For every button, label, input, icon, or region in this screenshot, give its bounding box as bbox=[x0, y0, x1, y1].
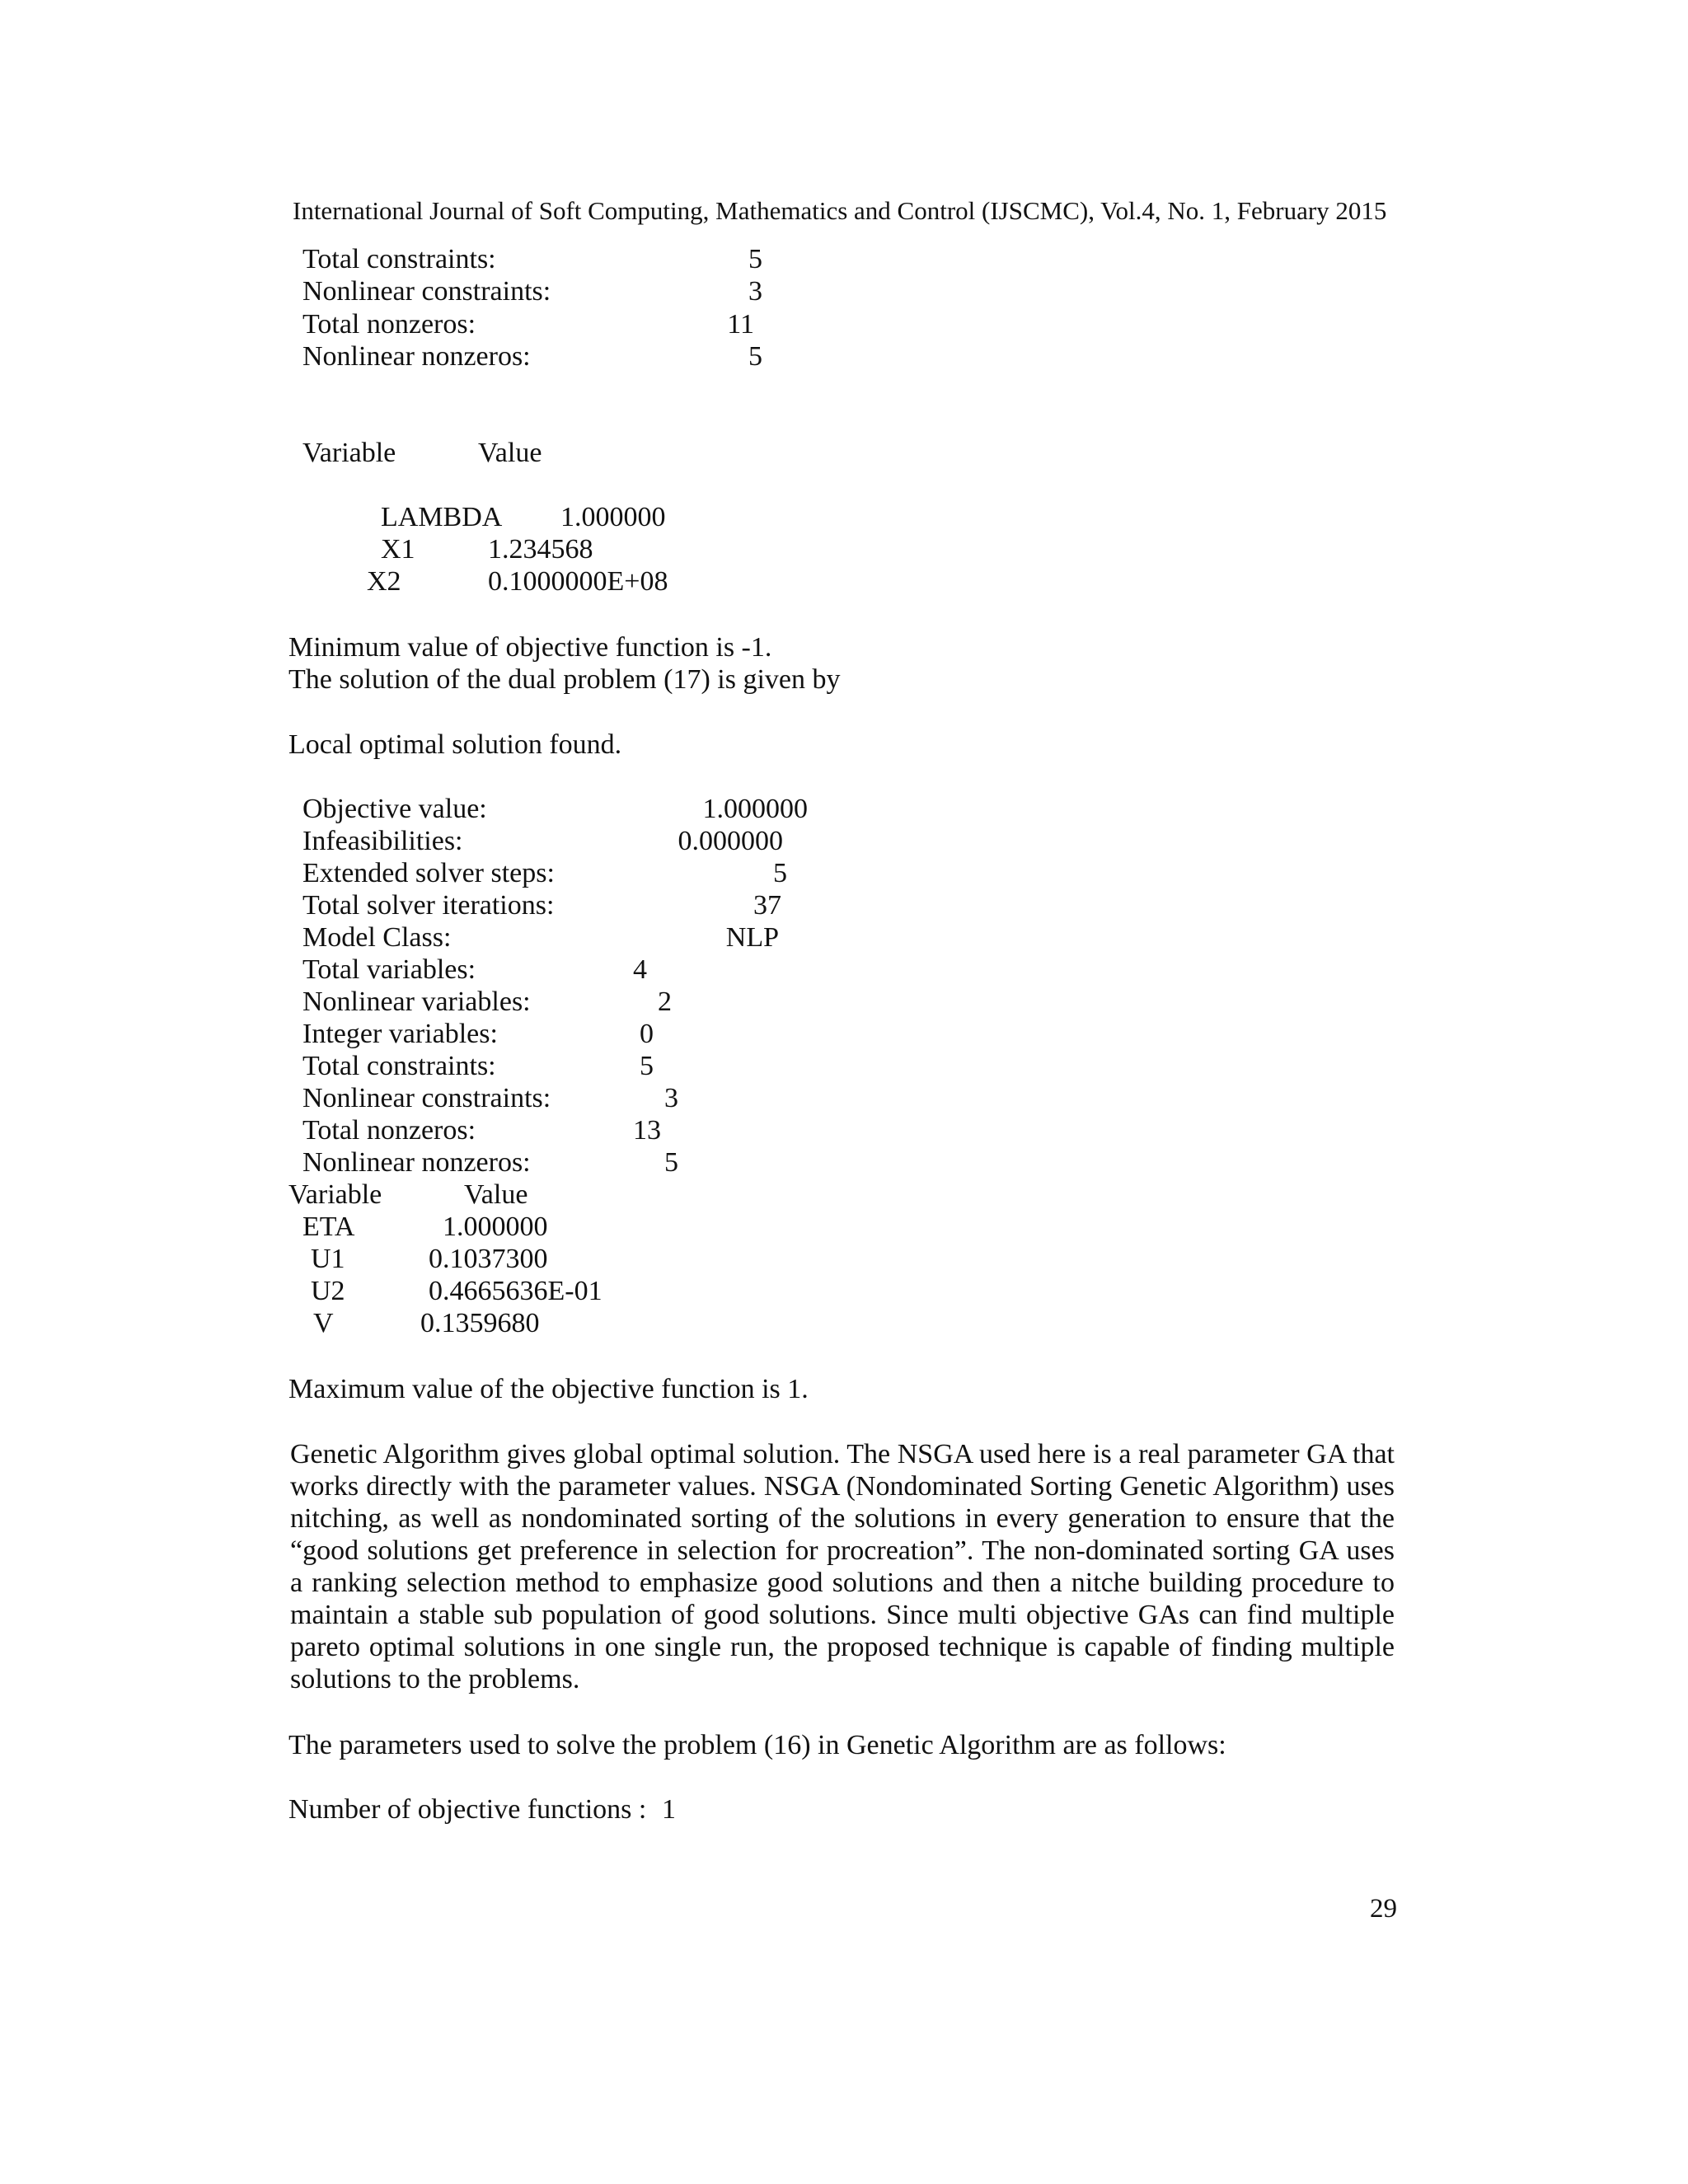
variable-name: U2 bbox=[311, 1276, 345, 1306]
variable-heading: Variable bbox=[302, 438, 396, 468]
stat-label: Model Class: bbox=[302, 922, 452, 953]
stat-label: Objective value: bbox=[302, 794, 487, 824]
stat-value: 5 bbox=[664, 1147, 678, 1178]
variable-value: 0.1359680 bbox=[420, 1308, 540, 1338]
max-objective-text: Maximum value of the objective function is 1. bbox=[288, 1374, 809, 1404]
stat-value: 4 bbox=[633, 954, 647, 985]
variable-value: 1.000000 bbox=[443, 1212, 548, 1242]
variable-value: 1.000000 bbox=[560, 502, 666, 532]
stat-label: Infeasibilities: bbox=[302, 826, 463, 856]
value-heading: Value bbox=[464, 1179, 528, 1210]
min-objective-text: Minimum value of objective function is -1. bbox=[288, 632, 772, 663]
value-heading: Value bbox=[478, 438, 542, 468]
variable-name: U1 bbox=[311, 1244, 345, 1274]
stat-value: 5 bbox=[640, 1051, 654, 1081]
stat-label: Nonlinear constraints: bbox=[302, 1083, 551, 1113]
variable-name: X2 bbox=[367, 566, 401, 597]
stat-label: Total solver iterations: bbox=[302, 890, 555, 921]
ga-parameters-text: The parameters used to solve the problem (16) in Genetic Algorithm are as follows: bbox=[288, 1730, 1226, 1760]
stat-label: Nonlinear nonzeros: bbox=[302, 1147, 531, 1178]
stat-label: Nonlinear constraints: bbox=[302, 276, 551, 307]
stat-label: Extended solver steps: bbox=[302, 858, 555, 888]
stat-value: 5 bbox=[748, 341, 762, 372]
journal-header: International Journal of Soft Computing, Mathematics and Control (IJSCMC), Vol.4, No. 1, February 2015 bbox=[293, 196, 1387, 225]
dual-problem-text: The solution of the dual problem (17) is given by bbox=[288, 664, 841, 695]
stat-label: Integer variables: bbox=[302, 1019, 498, 1049]
variable-value: 0.1000000E+08 bbox=[488, 566, 668, 597]
stat-value: 11 bbox=[727, 309, 754, 340]
stat-value: 13 bbox=[633, 1115, 661, 1146]
variable-value: 0.1037300 bbox=[429, 1244, 548, 1274]
stat-label: Total variables: bbox=[302, 954, 476, 985]
variable-name: V bbox=[313, 1308, 334, 1338]
page-number: 29 bbox=[1370, 1894, 1397, 1924]
stat-value: 0 bbox=[640, 1019, 654, 1049]
ga-paragraph: Genetic Algorithm gives global optimal solution. The NSGA used here is a real parameter GA that works directly with the parameter values. NSGA (Nondominated Sorting Genetic Algorithm) uses nitching, as well as nondominated sorting of the solutions in every generation to ensure that the “good solutions get preference in selection for procreation”. The non-dominated sorting GA uses a ranking selection method to emphasize good solutions and then a nitche building procedure to maintain a stable sub population of good solutions. Since multi objective GAs can find multiple pareto optimal solutions in one single run, the proposed technique is capable of finding multiple solutions to the problems. bbox=[290, 1439, 1395, 1694]
stat-label: Total nonzeros: bbox=[302, 1115, 476, 1146]
stat-value: 5 bbox=[748, 244, 762, 274]
stat-label: Total constraints: bbox=[302, 1051, 496, 1081]
stat-value: 2 bbox=[658, 987, 672, 1017]
stat-label: Total nonzeros: bbox=[302, 309, 476, 340]
variable-value: 1.234568 bbox=[488, 534, 593, 565]
stat-value: 3 bbox=[664, 1083, 678, 1113]
stat-value: 0.000000 bbox=[678, 826, 783, 856]
stat-value: 1.000000 bbox=[702, 794, 808, 824]
stat-label: Nonlinear nonzeros: bbox=[302, 341, 531, 372]
variable-name: ETA bbox=[302, 1212, 355, 1242]
local-solution-text: Local optimal solution found. bbox=[288, 729, 622, 760]
variable-heading: Variable bbox=[288, 1179, 382, 1210]
num-objectives-label: Number of objective functions : bbox=[288, 1794, 647, 1825]
stat-value: 3 bbox=[748, 276, 762, 307]
stat-value: NLP bbox=[725, 922, 779, 953]
variable-value: 0.4665636E-01 bbox=[429, 1276, 603, 1306]
stat-value: 37 bbox=[753, 890, 781, 921]
stat-label: Nonlinear variables: bbox=[302, 987, 531, 1017]
variable-name: X1 bbox=[381, 534, 415, 565]
stat-value: 5 bbox=[773, 858, 787, 888]
stat-label: Total constraints: bbox=[302, 244, 496, 274]
num-objectives-value: 1 bbox=[662, 1794, 676, 1825]
variable-name: LAMBDA bbox=[381, 502, 503, 532]
